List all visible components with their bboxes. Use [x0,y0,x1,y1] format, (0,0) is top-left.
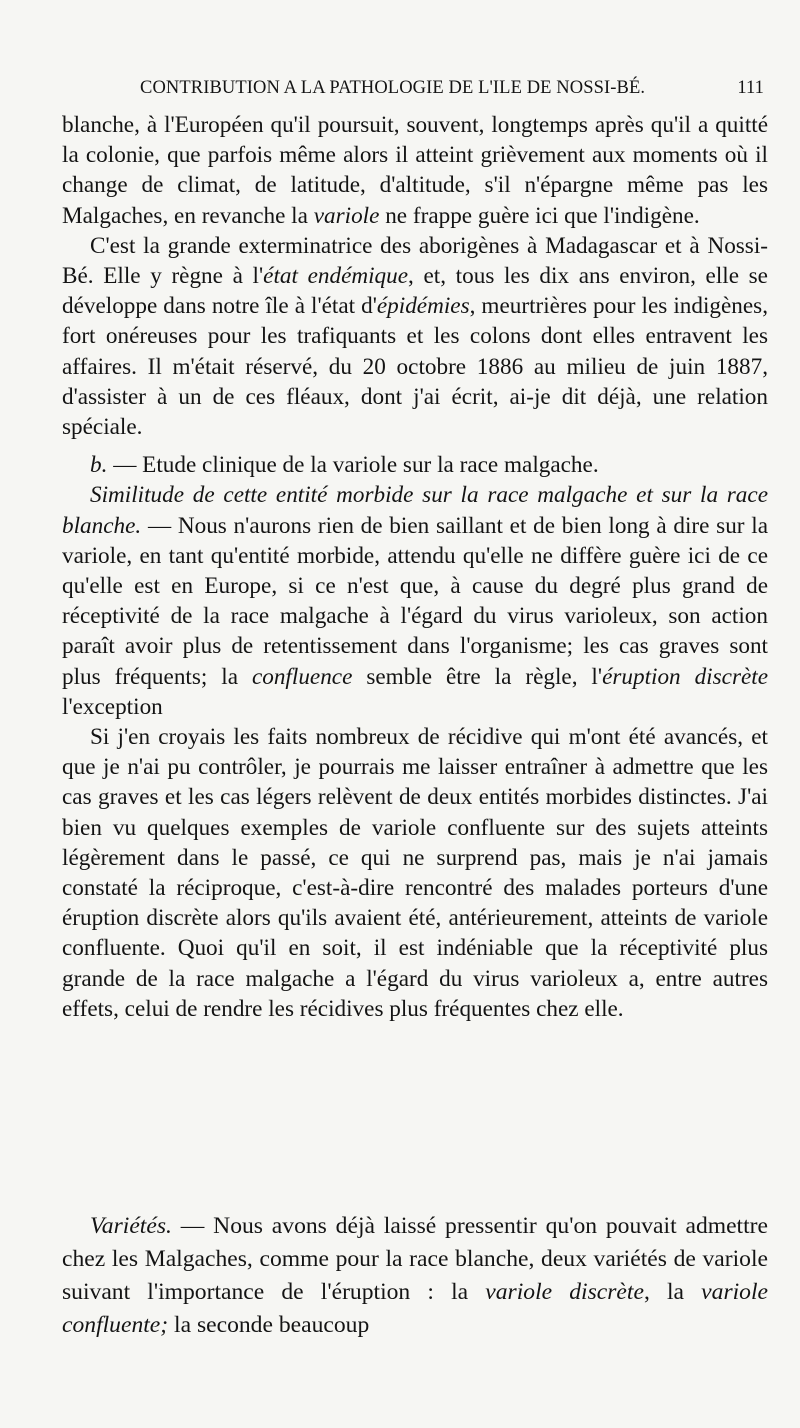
text-run: C'est la grande exterminatrice des aborigènes à Madagascar et à Nossi-Bé. Elle y règne à l' [62,232,768,290]
italic-term: état endémique [263,263,409,290]
text-run: — Nous n'aurons rien de bien saillant et de bien long à dire sur la variole, en tant qu'entité morbide, attendu qu'elle ne diffère guère ici de ce qu'elle est en Europe, si ce n'est que, à cause du degré plus grand de réceptivité de la race malgache à l'égard du virus varioleux, son action paraît avoir plus de retentissement dans l'organisme; les cas graves sont plus fréquents; la [62,512,768,690]
text-run: — Etude clinique de la variole sur la race malgache. [107,452,599,479]
section-heading-b [62,450,768,480]
italic-heading: Similitude de cette entité morbide sur la race malgache et sur la race blanche. [62,482,768,539]
paragraph-4 [62,480,768,722]
text-run: la seconde beaucoup [168,1312,370,1338]
text-run: Si j'en croyais les faits nombreux de récidive qui m'ont été avancés, et que je n'ai pu contrôler, je pourrais me laisser entraîner à admettre que les cas graves et les cas légers relèvent de deux entités morbides distinctes. J'ai bien vu quelques exemples de variole confluente sur des sujets atteints légèrement dans le passé, ce qui ne surprend pas, mais je n'ai jamais constaté la réciproque, c'est-à-dire rencontré des malades porteurs d'une éruption discrète alors qu'ils avaient été, antérieurement, atteints de variole confluente. Quoi qu'il en soit, il est indéniable que la réceptivité plus grande de la race malgache a l'égard du virus varioleux a, entre autres effets, celui de rendre les récidives plus fréquentes chez elle. [62,724,768,1022]
italic-term: éruption discrète [602,663,768,690]
italic-term: confluence [251,663,353,690]
paragraph-5 [62,722,768,1024]
running-header [140,74,770,104]
paragraph-2 [62,231,768,442]
text-run: , meurtrières pour les indigènes, fort onéreuses pour les trafiquants et les colons dont elles entravent les affaires. Il m'était réservé, du 20 octobre 1886 au milieu de juin 1887, d'assister à un de ces fléaux, dont j'ai écrit, ai-je dit déjà, une relation spéciale. [62,293,768,441]
text-run: , la [643,1279,702,1305]
varietes-section [62,1210,768,1342]
text-run: , et, tous les dix ans environ, elle se développe dans notre île à l'état d' [62,263,768,320]
text-run: blanche, à l'Européen qu'il poursuit, souvent, longtemps après qu'il a quitté la colonie, que parfois même alors il atteint grièvement aux moments où il change de climat, de latitude, d'altitude, s'il n'épargne même pas les Malgaches, en revanche la [62,112,768,229]
running-title: CONTRIBUTION A LA PATHOLOGIE DE L'ILE DE NOSSI-BÉ. [140,78,646,98]
italic-heading: Variétés. [90,1213,172,1239]
text-run: ne frappe guère ici que l'indigène. [379,202,700,229]
body-text [62,110,768,1024]
italic-term: variole discrète [485,1279,644,1305]
italic-term: variole confluente; [62,1279,769,1338]
italic-term: épidémies [376,293,470,320]
paragraph-1 [62,110,768,231]
italic-term: b. [90,452,108,479]
text-run: — Nous avons déjà laissé pressentir qu'on pouvait admettre chez les Malgaches, comme pour la race blanche, deux variétés de variole suivant l'importance de l'éruption : la [62,1213,768,1305]
text-run: semble être la règle, l' [352,663,603,690]
page-number: 111 [737,78,764,98]
paragraph-6 [62,1210,768,1342]
italic-term: variole [313,202,380,229]
text-run: l'exception [62,693,163,720]
